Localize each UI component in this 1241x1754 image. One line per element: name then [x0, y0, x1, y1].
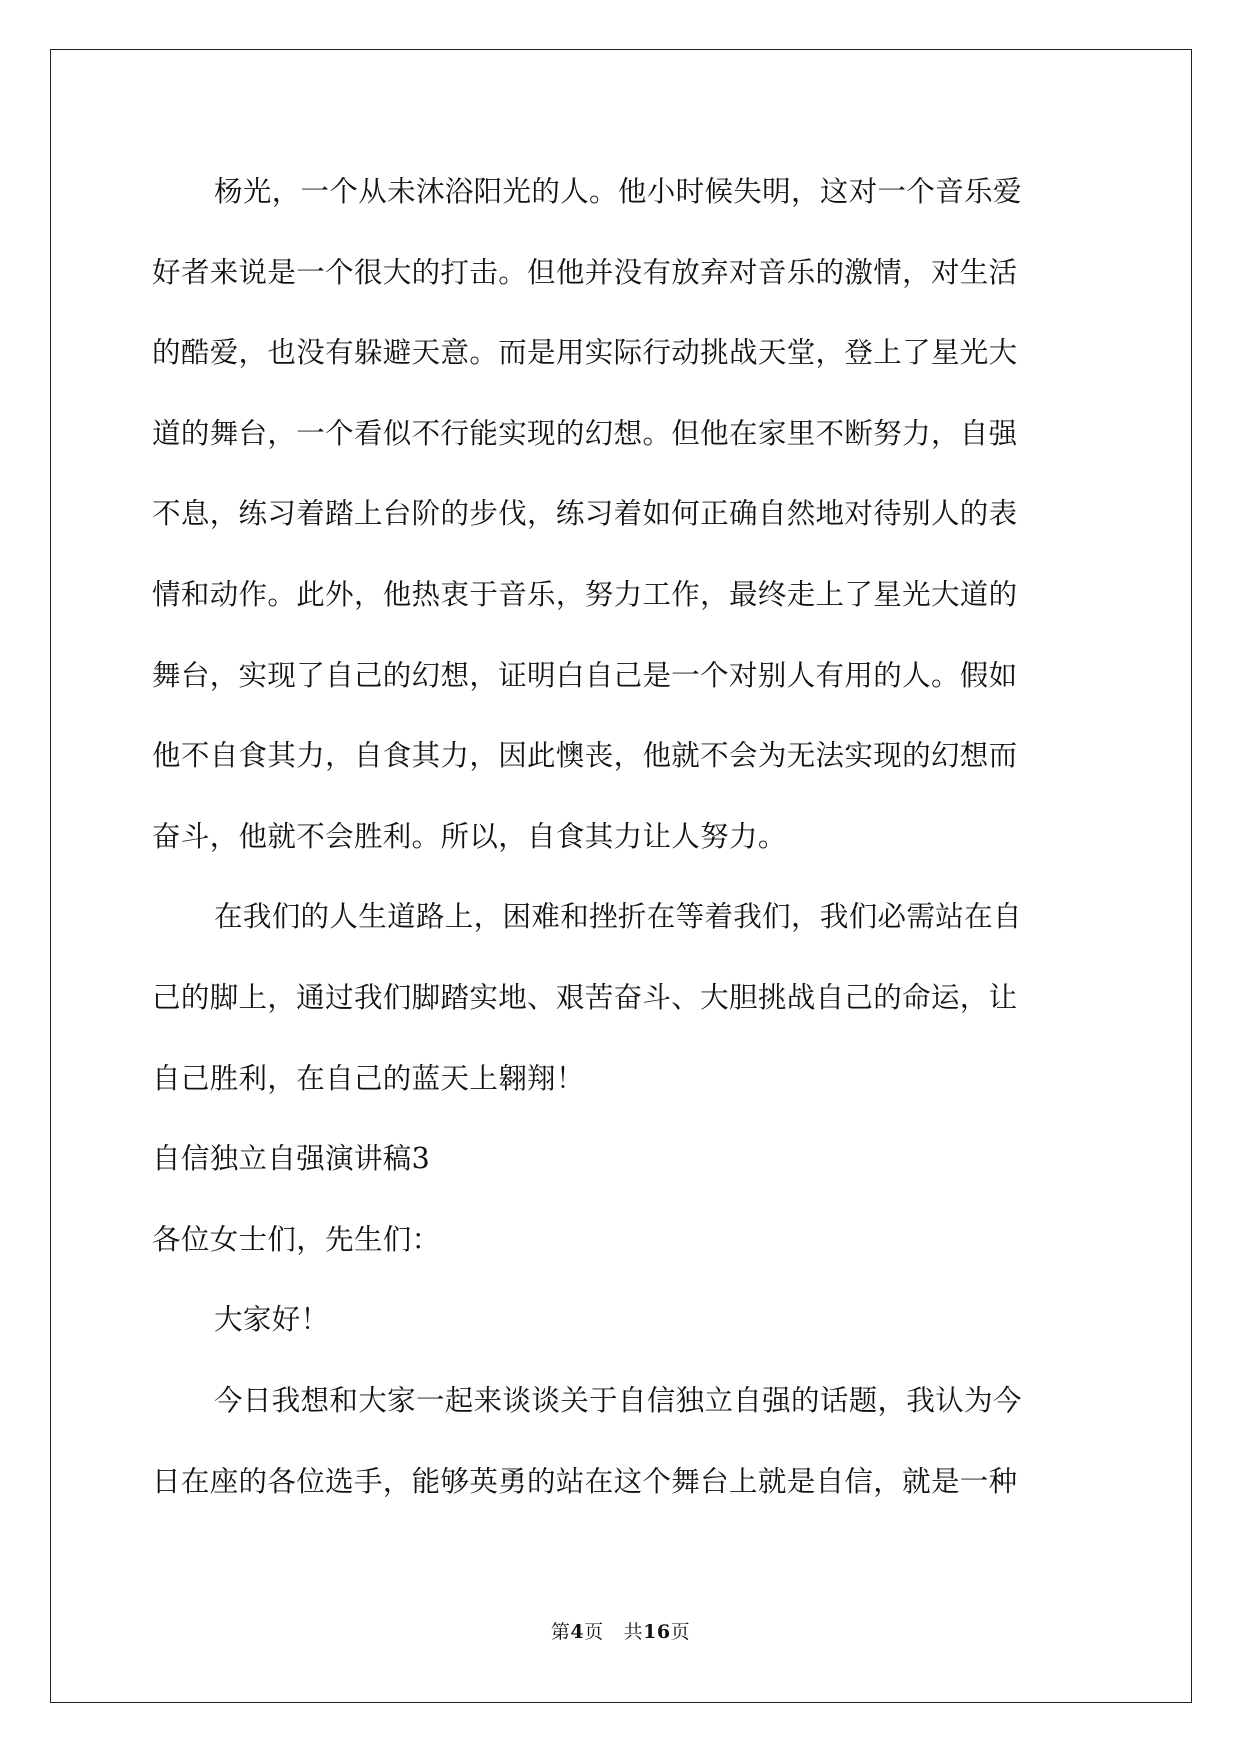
- paragraph-line: 奋斗，他就不会胜利。所以，自食其力让人努力。: [152, 819, 787, 853]
- total-pages: 16: [643, 1621, 671, 1643]
- page-suffix: 页: [584, 1621, 604, 1643]
- paragraph-line: 舞台，实现了自己的幻想，证明白自己是一个对别人有用的人。假如: [152, 658, 1018, 692]
- page-number: 4: [570, 1621, 585, 1643]
- paragraph-line: 日在座的各位选手，能够英勇的站在这个舞台上就是自信，就是一种: [152, 1464, 1018, 1498]
- paragraph-line: 的酷爱，也没有躲避天意。而是用实际行动挑战天堂，登上了星光大: [152, 336, 1018, 370]
- page-footer: [0, 1617, 1241, 1644]
- paragraph-line: 在我们的人生道路上，困难和挫折在等着我们，我们必需站在自: [214, 900, 1022, 934]
- paragraph-line: 不息，练习着踏上台阶的步伐，练习着如何正确自然地对待别人的表: [152, 497, 1018, 531]
- page-prefix: 第: [550, 1621, 571, 1643]
- paragraph-line: 杨光，一个从未沐浴阳光的人。他小时候失明，这对一个音乐爱: [214, 175, 1022, 208]
- paragraph-line: 己的脚上，通过我们脚踏实地、艰苦奋斗、大胆挑战自己的命运，让: [152, 980, 1018, 1014]
- paragraph-line: 他不自食其力，自食其力，因此懊丧，他就不会为无法实现的幻想而: [152, 739, 1018, 773]
- paragraph-line: 情和动作。此外，他热衷于音乐，努力工作，最终走上了星光大道的: [152, 577, 1018, 611]
- total-prefix: 共: [623, 1621, 644, 1643]
- total-suffix: 页: [670, 1621, 691, 1643]
- paragraph-line: 好者来说是一个很大的打击。但他并没有放弃对音乐的激情，对生活: [152, 255, 1018, 289]
- paragraph-line: 道的舞台，一个看似不行能实现的幻想。但他在家里不断努力，自强: [152, 416, 1018, 450]
- paragraph-line: 自己胜利，在自己的蓝天上翱翔！: [152, 1061, 585, 1095]
- salutation: 各位女士们，先生们：: [152, 1222, 441, 1256]
- section-heading: 自信独立自强演讲稿3: [152, 1142, 431, 1176]
- greeting: 大家好！: [214, 1303, 330, 1337]
- document-body: [152, 152, 1087, 1522]
- paragraph-line: 今日我想和大家一起来谈谈关于自信独立自强的话题，我认为今: [214, 1383, 1022, 1417]
